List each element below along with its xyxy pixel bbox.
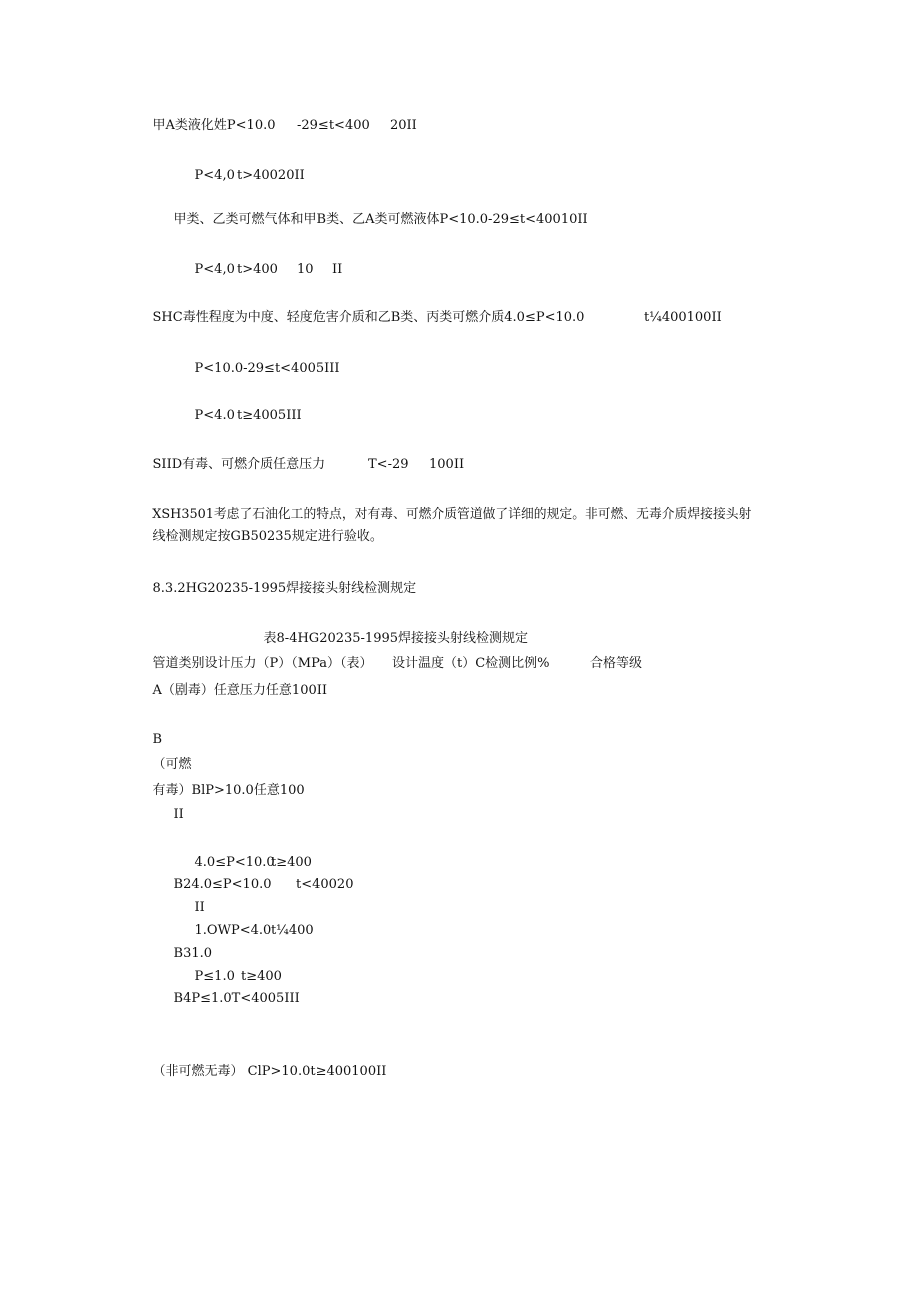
text-segment: B31.0 bbox=[173, 946, 213, 961]
text-segment: B24.0≤P<10.0 bbox=[173, 877, 272, 892]
text-segment: t¼400 bbox=[271, 923, 314, 938]
text-line-shc-low bbox=[178, 389, 302, 443]
text-segment: P<4,0 bbox=[194, 262, 235, 277]
text-line-class-ab-gas-liquid bbox=[157, 193, 588, 247]
text-segment: 有毒）BlP>10.0任意100 bbox=[152, 783, 305, 798]
text-segment: 表8-4HG20235-1995焊接接头射线检测规定 bbox=[263, 631, 529, 646]
text-segment: （可燃 bbox=[152, 757, 192, 772]
text-segment: t>400 bbox=[237, 262, 278, 277]
text-segment: P<10.0-29≤t<4005III bbox=[194, 361, 340, 376]
text-segment: 管道类别设计压力（P）（MPa）（表） bbox=[152, 656, 373, 671]
table-row-c bbox=[136, 1045, 386, 1099]
table-row-a bbox=[136, 664, 327, 718]
text-line-shc-range bbox=[178, 342, 340, 396]
text-segment: 甲A类液化姓P<10.0 bbox=[152, 118, 276, 133]
text-segment: B4P≤1.0T<4005III bbox=[173, 991, 300, 1006]
text-segment: 线检测规定按GB50235规定进行验收。 bbox=[152, 529, 383, 544]
text-segment: 设计温度（t）C检测比例% bbox=[392, 656, 550, 671]
text-segment: t¼400100II bbox=[644, 310, 722, 325]
section-heading bbox=[136, 562, 416, 616]
text-segment: 4.0≤P<10.0 bbox=[194, 855, 275, 870]
text-segment: -29≤t<400 bbox=[297, 118, 370, 133]
text-segment: II bbox=[173, 807, 184, 822]
table-row-b1-grade bbox=[157, 788, 184, 842]
text-segment: T<-29 bbox=[368, 457, 409, 472]
text-segment: B bbox=[152, 732, 163, 747]
text-segment: 8.3.2HG20235-1995焊接接头射线检测规定 bbox=[152, 581, 417, 596]
text-segment: II bbox=[332, 262, 343, 277]
text-line-siid bbox=[136, 438, 465, 492]
text-line-class-a-liquefied bbox=[136, 99, 417, 153]
text-segment: SIID有毒、可燃介质任意压力 bbox=[152, 457, 326, 472]
text-segment: P<4,0 bbox=[194, 168, 235, 183]
text-segment: t≥400 bbox=[241, 969, 282, 984]
text-segment: 10 bbox=[297, 262, 314, 277]
text-segment: P<4.0 bbox=[194, 408, 235, 423]
text-line-pressure-low-2 bbox=[178, 243, 343, 297]
text-segment: XSH3501考虑了石油化工的特点，对有毒、可燃介质管道做了详细的规定。非可燃、无毒介质焊接接头射 bbox=[152, 507, 752, 522]
text-segment: 甲类、乙类可燃气体和甲B类、乙A类可燃液体P<10.0-29≤t<40010II bbox=[173, 212, 588, 227]
table-row-b4 bbox=[157, 972, 300, 1026]
text-segment: 合格等级 bbox=[590, 656, 643, 671]
text-segment: II bbox=[194, 900, 205, 915]
paragraph-line-2 bbox=[136, 510, 383, 564]
text-segment: SHC毒性程度为中度、轻度危害介质和乙B类、丙类可燃介质4.0≤P<10.0 bbox=[152, 310, 585, 325]
text-segment: t≥4005III bbox=[237, 408, 302, 423]
text-segment: 100II bbox=[429, 457, 465, 472]
text-line-shc bbox=[136, 291, 722, 345]
text-segment: （非可燃无毒） ClP>10.0t≥400100II bbox=[152, 1064, 387, 1079]
text-segment: 1.OWP<4.0 bbox=[194, 923, 272, 938]
text-segment: A（剧毒）任意压力任意100II bbox=[152, 683, 328, 698]
text-segment: P≤1.0 bbox=[194, 969, 235, 984]
text-segment: t≥400 bbox=[271, 855, 312, 870]
text-segment: t<40020 bbox=[296, 877, 354, 892]
text-segment: t>40020II bbox=[237, 168, 305, 183]
text-segment: 20II bbox=[390, 118, 417, 133]
